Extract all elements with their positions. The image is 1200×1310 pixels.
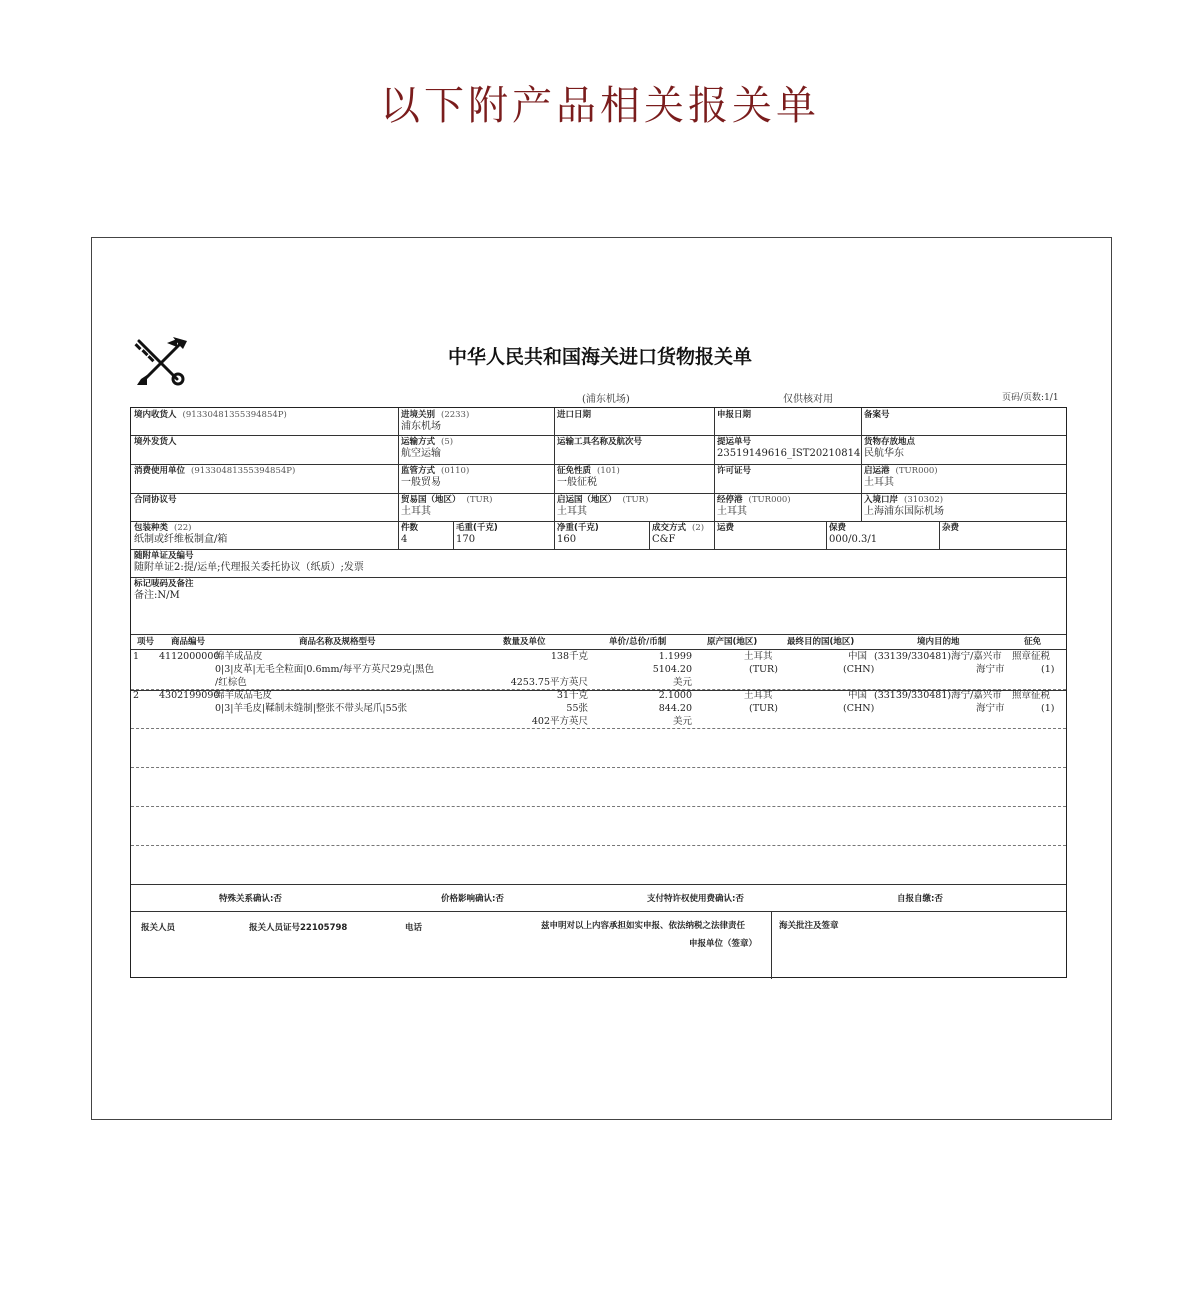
gross-weight-value: 170 (456, 534, 476, 545)
departure-port-cell: 启运港 (TUR000) 土耳其 (861, 464, 1066, 493)
transport-tool-cell: 运输工具名称及航次号 (557, 437, 643, 447)
customs-remark: 海关批注及签章 (779, 921, 839, 931)
port-note: (浦东机场) (582, 394, 630, 405)
col-item-no: 项号 (137, 637, 155, 647)
net-weight-cell: 净重(千克) 160 (554, 521, 649, 549)
package-type-value: 纸制或纤维板制盒/箱 (134, 534, 228, 545)
import-date-cell: 进口日期 (557, 410, 592, 420)
attached-docs-cell: 随附单证及编号 随附单证2:提/运单;代理报关委托协议（纸质）;发票 (131, 549, 1066, 577)
transit-port-cell: 经停港 (TUR000) 土耳其 (714, 493, 861, 521)
consignee-cell (131, 408, 398, 435)
gross-weight-cell: 毛重(千克) 170 (453, 521, 554, 549)
form-title: 中华人民共和国海关进口货物报关单 (447, 346, 752, 368)
declare-date-cell: 申报日期 (717, 410, 752, 420)
departure-country-cell: 启运国（地区） (TUR) 土耳其 (554, 493, 714, 521)
net-weight-value: 160 (557, 534, 577, 545)
license-no-cell: 许可证号 (717, 466, 752, 476)
contract-no-cell: 合同协议号 (134, 495, 177, 505)
package-type-cell: 包装种类 (22) 纸制或纤维板制盒/箱 (131, 521, 398, 549)
pieces-value: 4 (401, 534, 408, 545)
declaration-statement: 兹申明对以上内容承担如实申报、依法纳税之法律责任 (541, 921, 746, 931)
declarant-cert: 报关人员证号22105798 (249, 923, 348, 933)
entry-customs-value: 浦东机场 (401, 421, 441, 432)
levy-nature-cell: 征免性质 (101) 一般征税 (554, 464, 714, 493)
col-levy: 征免 (1024, 637, 1042, 647)
declare-unit-seal: 申报单位（签章） (689, 939, 758, 949)
attached-docs-value: 随附单证2:提/运单;代理报关委托协议（纸质）;发票 (134, 562, 364, 573)
royalty-confirm: 支付特许权使用费确认:否 (647, 894, 744, 904)
page-info: 页码/页数:1/1 (1002, 393, 1059, 403)
departure-port-value: 土耳其 (864, 477, 894, 488)
col-dest-country: 最终目的国(地区) (787, 637, 855, 647)
marks-value: 备注:N/M (134, 590, 180, 601)
consumer-unit-cell: 消费使用单位 (91330481355394854P) (134, 466, 296, 476)
declaration-sheet: 境内收货人 (91330481355394854P) 进境关别 (2233) 浦东机场 进口日期 申报日期 备案号 境外发货人 运输方式 (5) 航空运输 运输工具名称及航次号 提运单号 23519149616_IST20210814 货物存放地点 民航华东 消费使用单位 (91330481355394854P) 监管方式 (0110) 一般贸易 征免性质 (101) 一般征税 许可证号 启运港 (TUR000) 土耳其 合同协议号 贸易国（地区） (TUR) 土耳其 启运国（地区） (TUR) 土耳其 经停港 (TUR000) 土耳其 入境口岸 (310302) 上海浦东国际机场 包装种类 (22) 纸制或纤维板制盒/箱 件数 4 毛重(千克) 170 净重(千克) 160 成交方式 (2) C&F 运费 保费 000/0.3/1 杂费 随附单证及编号 随附单证2:提/运单;代理报关委托协议（纸质）;发票 标记唛码及备注 备注:N/M 项号 商品编号 商品名称及规格型号 数量及单位 单价/总价/币制 原产国(地区) 最终目的国(地区) 境内目的地 征免 1 4112000000 绵羊成品皮 0|3|皮革|无毛全粒面|0.6mm/每平方英尺29克|黑色 /红棕色 138千克 4253.75平方英尺 1.1999 5104.20 美元 土耳其 (TUR) 中国 (CHN) (33139/330481)海宁/嘉兴市 海宁市 照章征税 (1) 2 4302199090 绵羊成品毛皮 0|3|羊毛皮|鞣制未缝制|整张不带头尾爪|55张 31千克 55张 402平方英尺 2.1000 844.20 美元 土耳其 (TUR) 中国 (CHN) (33139/330481)海宁/嘉兴市 海宁市 照章征税 (1) 特殊关系确认:否 价格影响确认:否 支付特许权使用费确认:否 自报自缴:否 报关人员 报关人员证号22105798 电话 兹申明对以上内容承担如实申报、依法纳税之法律责任 申报单位（签章） 海关批注及签章 (130, 407, 1067, 978)
bill-no-cell: 提运单号 23519149616_IST20210814 (717, 437, 861, 459)
trade-country-value: 土耳其 (401, 506, 431, 517)
declarant-label: 报关人员 (141, 923, 176, 933)
consignee-label: 境内收货人 (91330481355394854P) (134, 410, 287, 420)
marks-cell: 标记唛码及备注 备注:N/M (131, 577, 1066, 634)
pieces-cell: 件数 4 (398, 521, 453, 549)
transit-port-value: 土耳其 (717, 506, 747, 517)
supervision-mode-value: 一般贸易 (401, 477, 441, 488)
special-relation-confirm: 特殊关系确认:否 (219, 894, 282, 904)
deal-mode-cell: 成交方式 (2) C&F (649, 521, 714, 549)
check-note: 仅供核对用 (783, 394, 833, 405)
transport-mode-cell: 运输方式 (5) 航空运输 (398, 435, 554, 464)
trade-country-cell: 贸易国（地区） (TUR) 土耳其 (398, 493, 554, 521)
transport-mode-value: 航空运输 (401, 448, 441, 459)
col-origin: 原产国(地区) (707, 637, 758, 647)
insurance-cell: 保费 000/0.3/1 (826, 521, 939, 549)
insurance-value: 000/0.3/1 (829, 534, 878, 545)
entry-customs-cell: 进境关别 (2233) 浦东机场 (398, 408, 554, 435)
supervision-mode-cell: 监管方式 (0110) 一般贸易 (398, 464, 554, 493)
storage-place-value: 民航华东 (864, 448, 904, 459)
phone-label: 电话 (405, 923, 423, 933)
page-heading: 以下附产品相关报关单 (380, 83, 820, 129)
misc-fee-cell: 杂费 (942, 523, 960, 533)
freight-cell: 运费 (717, 523, 735, 533)
bill-no-value: 23519149616_IST20210814 (717, 448, 861, 459)
col-domestic-dest: 境内目的地 (917, 637, 960, 647)
entry-port-value: 上海浦东国际机场 (864, 506, 944, 517)
levy-nature-value: 一般征税 (557, 477, 597, 488)
col-hs-code: 商品编号 (171, 637, 206, 647)
deal-mode-value: C&F (652, 534, 676, 545)
record-no-cell: 备案号 (864, 410, 890, 420)
entry-port-cell: 入境口岸 (310302) 上海浦东国际机场 (861, 493, 1066, 521)
col-price: 单价/总价/币制 (609, 637, 667, 647)
self-report-confirm: 自报自缴:否 (897, 894, 943, 904)
storage-place-cell: 货物存放地点 民航华东 (861, 435, 1066, 464)
col-quantity: 数量及单位 (503, 637, 546, 647)
col-name-spec: 商品名称及规格型号 (299, 637, 376, 647)
overseas-shipper-cell: 境外发货人 (134, 437, 177, 447)
price-influence-confirm: 价格影响确认:否 (441, 894, 504, 904)
departure-country-value: 土耳其 (557, 506, 587, 517)
